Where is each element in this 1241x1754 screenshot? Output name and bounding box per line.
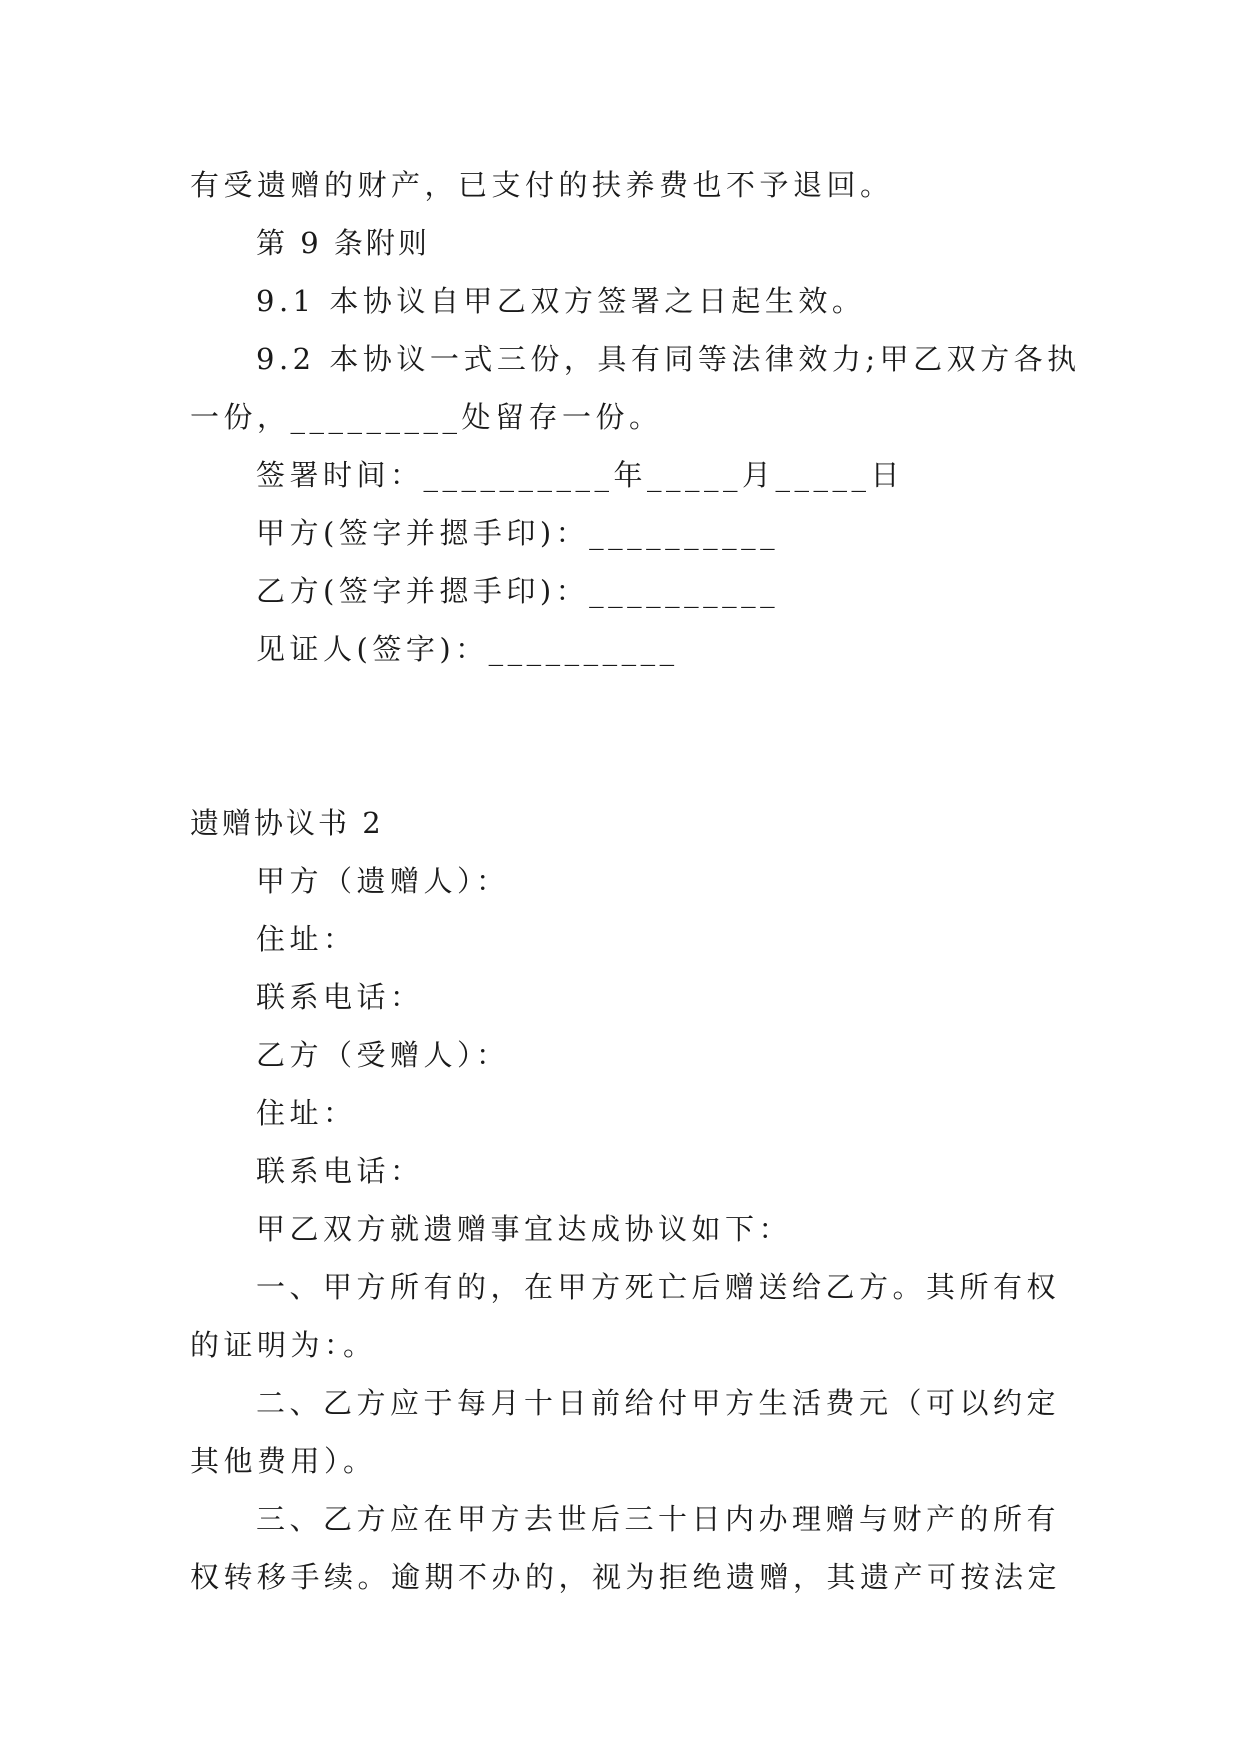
continuation-text: 有受遗赠的财产，已支付的扶养费也不予退回。 [190,168,894,202]
party-b-phone: 联系电话： [256,1154,424,1188]
clause-9-2-line1: 9.2 本协议一式三份，具有同等法律效力;甲乙双方各执 [256,342,1081,376]
agreement-intro: 甲乙双方就遗赠事宜达成协议如下： [256,1212,793,1246]
item-1-line1: 一、甲方所有的，在甲方死亡后赠送给乙方。其所有权 [256,1270,1061,1304]
party-b-signature-line: 乙方(签字并摁手印)：__________ [256,574,780,608]
sign-date-line: 签署时间：__________年_____月_____日 [256,458,905,492]
document-body [190,156,1081,1606]
witness-signature-line: 见证人(签字)：__________ [256,632,679,666]
agreement-2-title: 遗赠协议书 2 [190,806,384,840]
party-a-label: 甲方（遗赠人）： [256,864,510,898]
party-b-label: 乙方（受赠人）： [256,1038,510,1072]
clause-9-1: 9.1 本协议自甲乙双方签署之日起生效。 [256,284,866,318]
item-2-line2: 其他费用）。 [190,1444,377,1478]
party-a-address: 住址： [256,922,357,956]
article-9-title: 第 9 条附则 [256,226,430,260]
clause-9-2-line2: 一份，_________处留存一份。 [190,400,663,434]
item-3-line1: 三、乙方应在甲方去世后三十日内办理赠与财产的所有 [256,1502,1061,1536]
item-1-line2: 的证明为：。 [190,1328,377,1362]
item-2-line1: 二、乙方应于每月十日前给付甲方生活费元（可以约定 [256,1386,1061,1420]
party-b-address: 住址： [256,1096,357,1130]
item-3-line2: 权转移手续。逾期不办的，视为拒绝遗赠，其遗产可按法定 [190,1560,1062,1594]
section-spacer [190,678,1056,794]
party-a-signature-line: 甲方(签字并摁手印)：__________ [256,516,780,550]
party-a-phone: 联系电话： [256,980,424,1014]
